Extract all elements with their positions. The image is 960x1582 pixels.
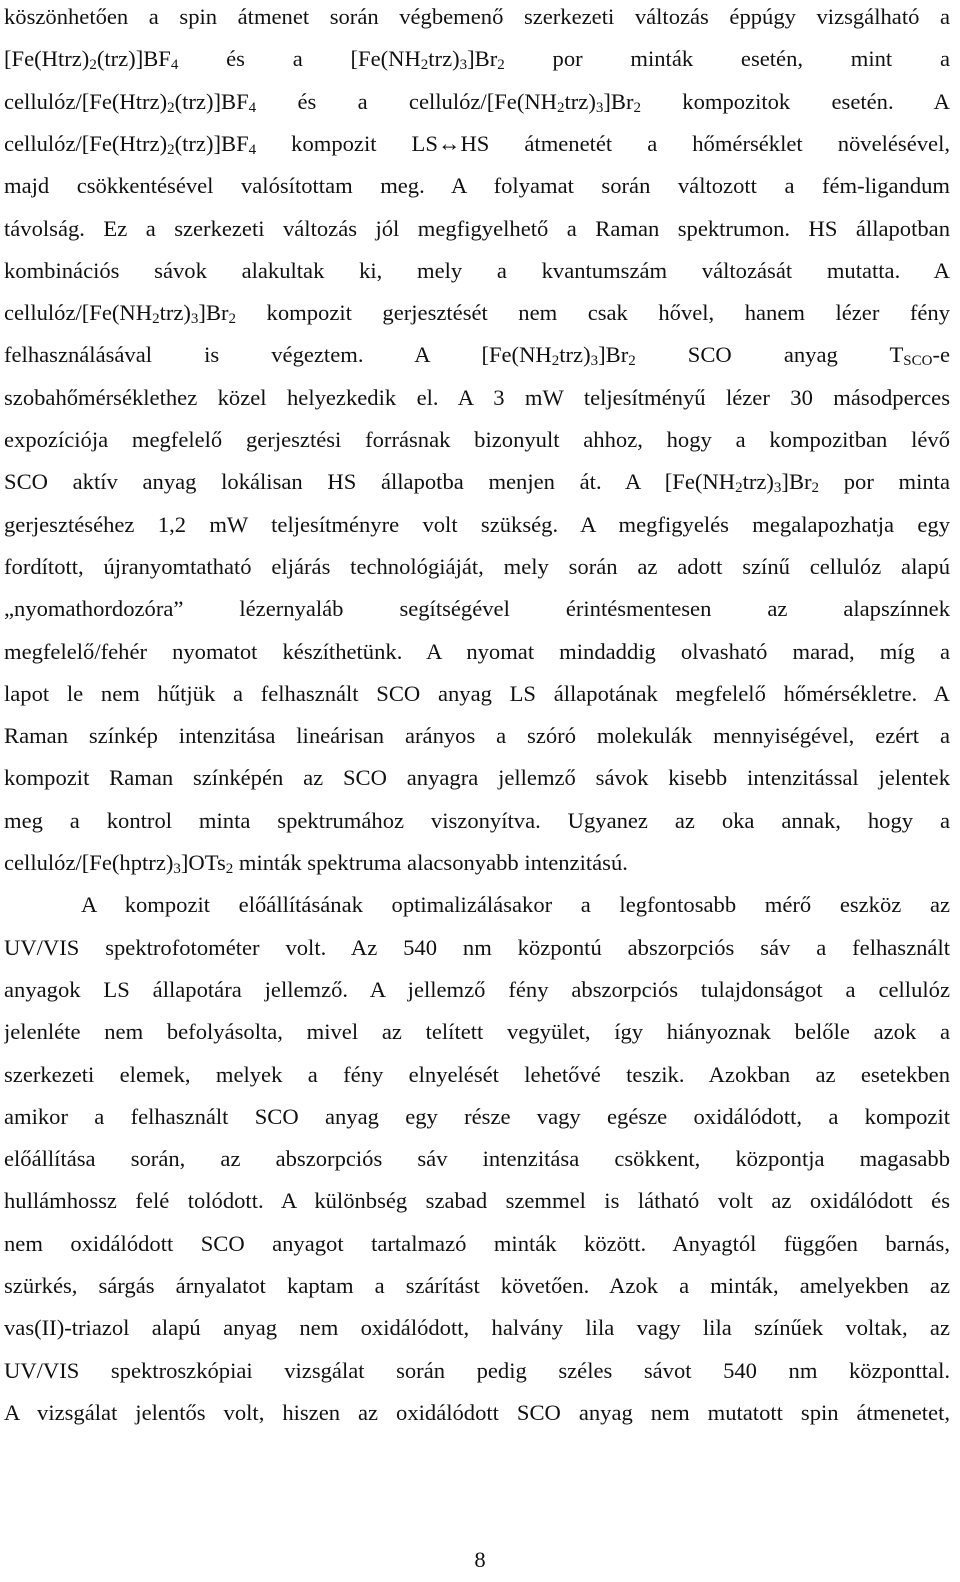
text-line: vas(II)-triazol alapú anyag nem oxidálódott, halvány lila vagy lila színűek voltak, az (4, 1315, 950, 1341)
text-line: lapot le nem hűtjük a felhasznált SCO anyag LS állapotának megfelelő hőmérsékletre. A (4, 680, 950, 706)
text-line: előállítása során, az abszorpciós sáv intenzitása csökkent, központja magasabb (4, 1146, 950, 1172)
text-line: cellulóz/$[Fe(Htrz)_2(trz)]BF_4$ és a cellulóz/$[Fe(NH_2trz)_3]Br_2$ kompozitok esetén. A (4, 88, 950, 116)
text-line: anyagok LS állapotára jellemző. A jellemző fény abszorpciós tulajdonságot a cellulóz (4, 976, 950, 1002)
text-line: UV/VIS spektroszkópiai vizsgálat során pedig széles sávot 540 nm központtal. (4, 1357, 950, 1383)
text-line: köszönhetően a spin átmenet során végbemenő szerkezeti változás éppúgy vizsgálható a (4, 4, 950, 29)
text-line: szerkezeti elemek, melyek a fény elnyelését lehetővé teszik. Azokban az esetekben (4, 1061, 950, 1087)
text-line: cellulóz/$[Fe(hptrz)_3]OTs_2$ minták spektruma alacsonyabb intenzitású. (4, 850, 628, 877)
text-line: nem oxidálódott SCO anyagot tartalmazó minták között. Anyagtól függően barnás, (4, 1230, 950, 1256)
text-line: megfelelő/fehér nyomatot készíthetünk. A nyomat mindaddig olvasható marad, míg a (4, 638, 950, 664)
text-line: cellulóz/$[Fe(Htrz)_2(trz)]BF_4$ kompozit LS↔HS átmenetét a hőmérséklet növelésével, (4, 130, 950, 158)
text-line: expozíciója megfelelő gerjesztési forrásnak bizonyult ahhoz, hogy a kompozitban lévő (4, 427, 950, 452)
text-line: A vizsgálat jelentős volt, hiszen az oxidálódott SCO anyag nem mutatott spin átmenetet, (4, 1399, 950, 1425)
text-line: $[Fe(Htrz)_2(trz)]BF_4$ és a $[Fe(NH_2trz)_3]Br_2$ por minták esetén, mint a (4, 46, 950, 74)
page-number: 8 (474, 1547, 486, 1572)
text-line: „nyomathordozóra” lézernyaláb segítségével érintésmentesen az alapszínnek (4, 596, 950, 622)
text-line: távolság. Ez a szerkezeti változás jól megfigyelhető a Raman spektrumon. HS állapotban (4, 215, 950, 241)
text-line: UV/VIS spektrofotométer volt. Az 540 nm központú abszorpciós sáv a felhasznált (4, 934, 950, 960)
text-line: kombinációs sávok alakultak ki, mely a kvantumszám változását mutatta. A (4, 257, 950, 283)
text-line: kompozit Raman színképén az SCO anyagra jellemző sávok kisebb intenzitással jelentek (4, 765, 950, 791)
text-line: meg a kontrol minta spektrumához viszonyítva. Ugyanez az oka annak, hogy a (4, 807, 950, 833)
text-line: A kompozit előállításának optimalizálásakor a legfontosabb mérő eszköz az (81, 892, 950, 918)
text-line: SCO aktív anyag lokálisan HS állapotba menjen át. A $[Fe(NH_2trz)_3]Br_2$ por minta (4, 469, 950, 497)
text-line: cellulóz/$[Fe(NH_2trz)_3]Br_2$ kompozit gerjesztését nem csak hővel, hanem lézer fény (4, 300, 950, 328)
text-line: hullámhossz felé tolódott. A különbség szabad szemmel is látható volt az oxidálódott és (4, 1188, 950, 1214)
text-line: gerjesztéséhez 1,2 mW teljesítményre volt szükség. A megfigyelés megalapozhatja egy (4, 511, 950, 537)
text-line: jelenléte nem befolyásolta, mivel az telített vegyület, így hiányoznak belőle azok a (4, 1019, 950, 1045)
text-line: majd csökkentésével valósítottam meg. A folyamat során változott a fém-ligandum (4, 173, 950, 199)
text-line: szobahőmérséklethez közel helyezkedik el. A 3 mW teljesítményű lézer 30 másodperces (4, 384, 950, 410)
text-line: fordított, újranyomtatható eljárás technológiáját, mely során az adott színű cellulóz alapú (4, 553, 950, 579)
text-line: Raman színkép intenzitása lineárisan arányos a szóró molekulák mennyiségével, ezért a (4, 723, 950, 749)
text-line: felhasználásával is végeztem. A $[Fe(NH_2trz)_3]Br_2$ SCO anyag $T_{SCO}-e$ (4, 342, 950, 370)
text-line: szürkés, sárgás árnyalatot kaptam a szárítást követően. Azok a minták, amelyekben az (4, 1273, 950, 1298)
text-line: amikor a felhasznált SCO anyag egy része vagy egésze oxidálódott, a kompozit (4, 1103, 950, 1129)
